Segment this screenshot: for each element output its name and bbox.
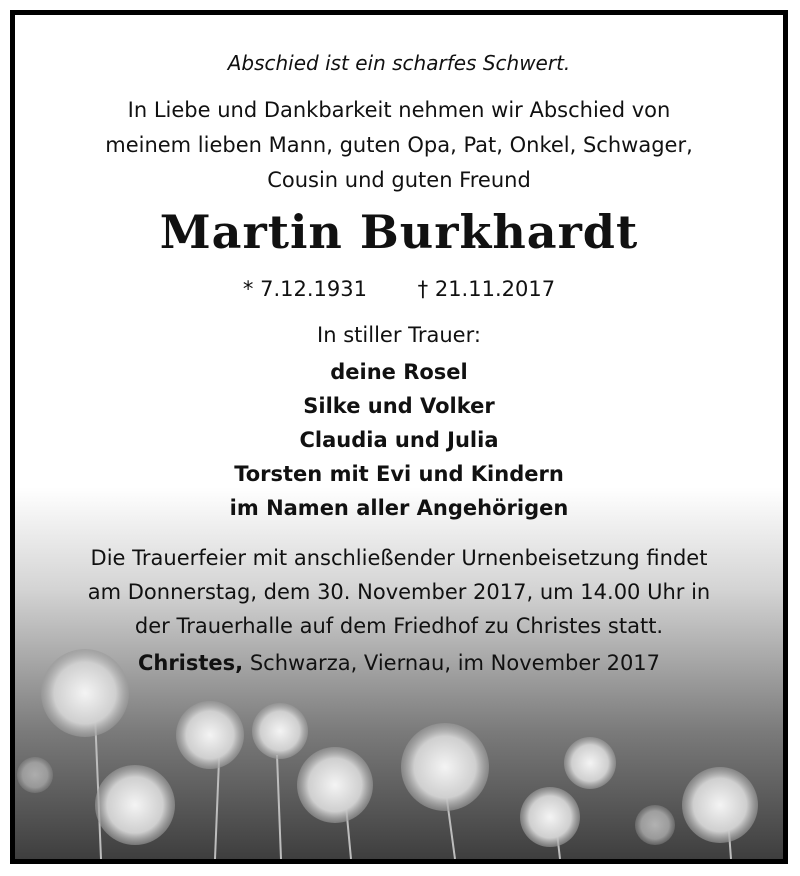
funeral-line: am Donnerstag, dem 30. November 2017, um 14.00 Uhr in: [87, 580, 711, 604]
deceased-name: Martin Burkhardt: [159, 205, 639, 259]
mourners-list: [15, 355, 783, 525]
mourner: Silke und Volker: [303, 394, 495, 418]
mourner: Torsten mit Evi und Kindern: [234, 462, 564, 486]
death-date: † 21.11.2017: [417, 277, 556, 301]
mourning-label: In stiller Trauer:: [317, 323, 481, 347]
place-rest: Schwarza, Viernau, im November 2017: [243, 651, 661, 675]
obituary-frame: [10, 10, 788, 864]
mourner: Claudia und Julia: [299, 428, 499, 452]
funeral-line: Die Trauerfeier mit anschließender Urnenbeisetzung findet: [90, 546, 708, 570]
place-bold: Christes,: [137, 651, 244, 675]
mourner: im Namen aller Angehörigen: [229, 496, 569, 520]
birth-date: * 7.12.1931: [242, 277, 367, 301]
life-dates: [15, 277, 783, 301]
intro-line: meinem lieben Mann, guten Opa, Pat, Onkel, Schwager,: [105, 133, 693, 157]
funeral-notice: [15, 541, 783, 643]
intro-line: In Liebe und Dankbarkeit nehmen wir Abschied von: [127, 98, 671, 122]
place-date-line: [15, 651, 783, 675]
motto: Abschied ist ein scharfes Schwert.: [227, 51, 571, 75]
intro-text: [15, 93, 783, 198]
mourner: deine Rosel: [330, 360, 468, 384]
funeral-line: der Trauerhalle auf dem Friedhof zu Christes statt.: [134, 614, 664, 638]
intro-line: Cousin und guten Freund: [267, 168, 531, 192]
